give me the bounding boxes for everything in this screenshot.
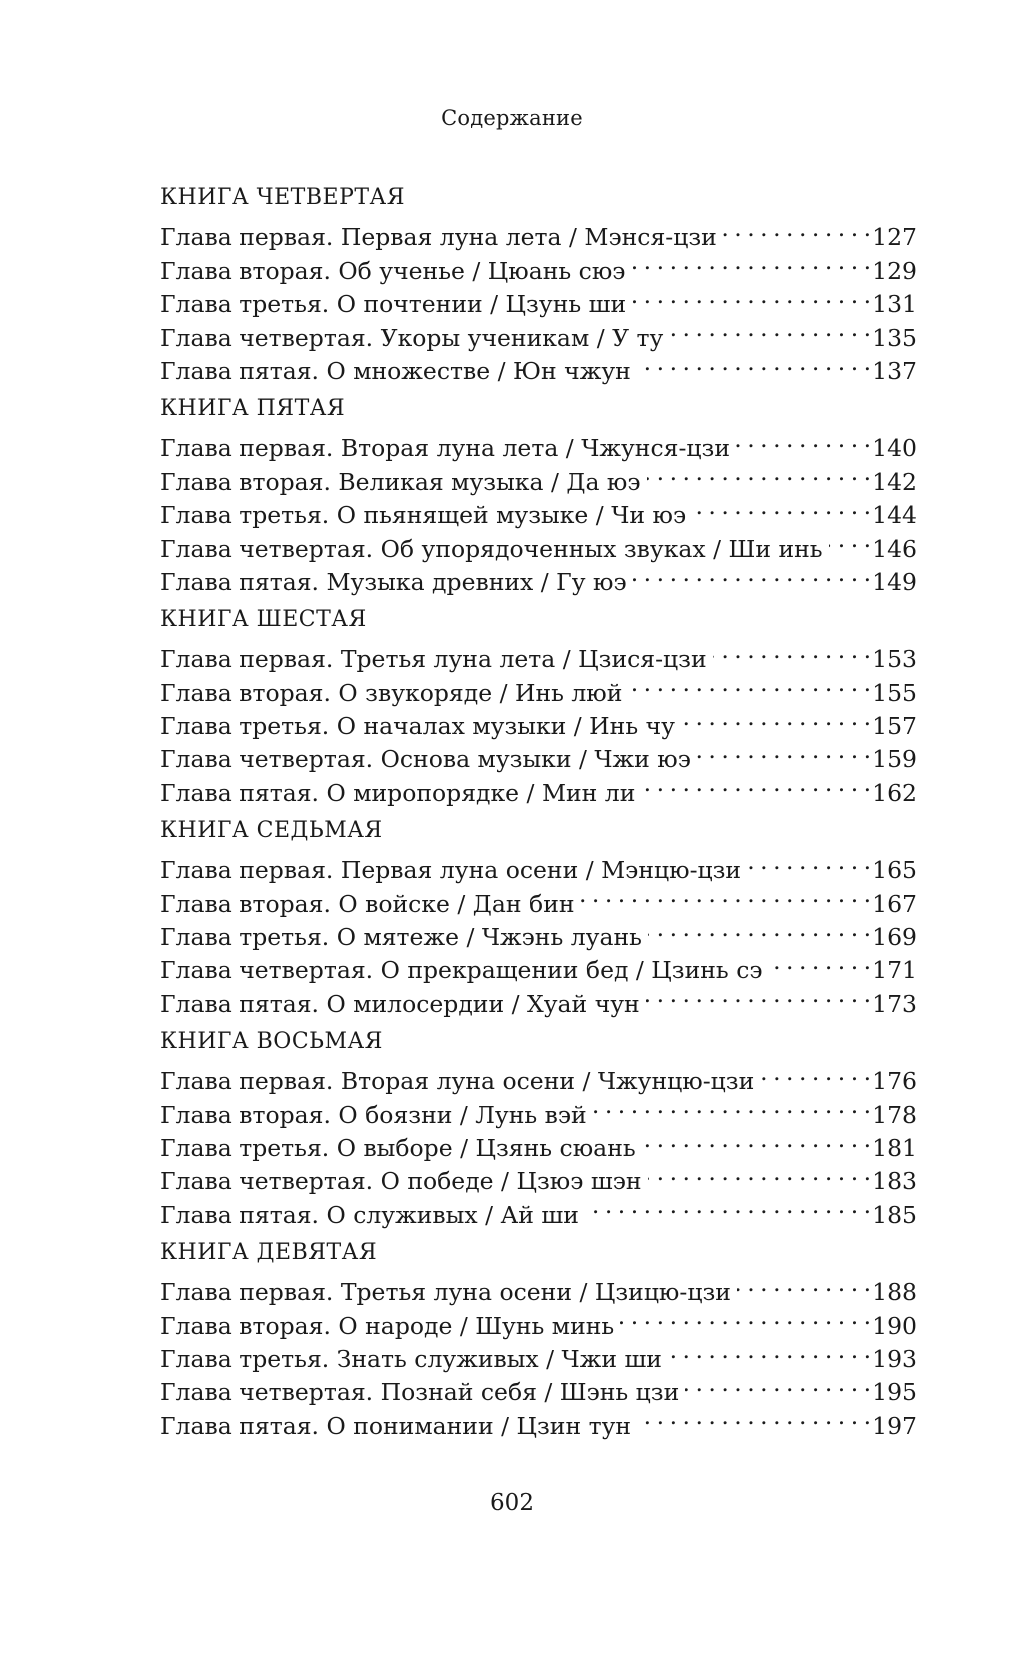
chapter-title: Глава третья. О выборе / Цзянь сюань [160,1133,636,1162]
chapter-page-number: 190 [872,1311,917,1340]
chapter-title: Глава третья. Знать служивых / Чжи ши [160,1344,662,1373]
chapter-page-number: 195 [872,1378,917,1407]
chapter-page-number: 188 [872,1278,917,1307]
chapter-title: Глава пятая. Музыка древних / Гу юэ [160,567,627,596]
dot-leader [736,423,870,456]
chapter-page-number: 146 [872,534,917,563]
chapter-page-number: 185 [872,1200,917,1229]
chapter-page-number: 153 [872,645,917,674]
chapter-title: Глава первая. Вторая луна осени / Чжунцю-цзи [160,1067,755,1096]
chapter-page-number: 142 [872,467,917,496]
chapter-page-number: 173 [872,989,917,1018]
dot-leader [723,212,870,245]
chapter-page-number: 171 [872,956,917,985]
chapter-title: Глава вторая. О звукоряде / Инь люй [160,678,623,707]
toc-entry [160,423,917,463]
dot-leader [668,1334,870,1367]
chapter-title: Глава вторая. О войске / Дан бин [160,889,575,918]
book-title: КНИГА ШЕСТАЯ [160,606,367,632]
chapter-title: Глава третья. О началах музыки / Инь чу [160,712,675,741]
dot-leader [632,279,870,312]
chapter-title: Глава пятая. О служивых / Ай ши [160,1200,579,1229]
chapter-title: Глава третья. О пьянящей музыке / Чи юэ [160,501,687,530]
chapter-title: Глава вторая. О народе / Шунь минь [160,1311,615,1340]
dot-leader [637,346,870,379]
dot-leader [593,1089,870,1122]
chapter-page-number: 176 [872,1067,917,1096]
toc-entry [160,1267,917,1307]
dot-leader [628,667,870,700]
chapter-title: Глава вторая. О боязни / Лунь вэй [160,1100,587,1129]
toc-book-section [160,395,917,596]
dot-leader [829,523,871,556]
chapter-page-number: 140 [872,434,917,463]
dot-leader [647,456,871,489]
toc-entry [160,1056,917,1096]
chapter-page-number: 129 [872,256,917,285]
chapter-page-number: 178 [872,1100,917,1129]
running-head: Содержание [441,106,583,130]
chapter-title: Глава вторая. Великая музыка / Да юэ [160,467,641,496]
dot-leader [642,1123,870,1156]
dot-leader [769,945,871,978]
dot-leader [681,701,870,734]
dot-leader [685,1367,870,1400]
chapter-title: Глава четвертая. Познай себя / Шэнь цзи [160,1378,680,1407]
dot-leader [760,1056,870,1089]
chapter-page-number: 167 [872,889,917,918]
book-title: КНИГА ЧЕТВЕРТАЯ [160,185,405,210]
chapter-page-number: 159 [872,745,917,774]
chapter-title: Глава четвертая. О прекращении бед / Цзинь сэ [160,956,763,985]
dot-leader [692,490,870,523]
chapter-page-number: 181 [872,1133,917,1162]
dot-leader [737,1267,870,1300]
toc-entry [160,212,917,252]
chapter-title: Глава третья. О мятеже / Чжэнь луань [160,923,642,952]
chapter-page-number: 131 [872,290,917,319]
chapter-page-number: 157 [872,712,917,741]
chapter-title: Глава вторая. Об ученье / Цюань сюэ [160,256,626,285]
chapter-title: Глава четвертая. О победе / Цзюэ шэн [160,1167,642,1196]
book-title: КНИГА ПЯТАЯ [160,395,346,421]
dot-leader [641,767,870,800]
dot-leader [631,245,870,278]
chapter-title: Глава третья. О почтении / Цзунь ши [160,290,627,319]
toc-book-section [160,817,917,1018]
chapter-page-number: 169 [872,923,917,952]
book-title: КНИГА ДЕВЯТАЯ [160,1239,378,1265]
chapter-page-number: 155 [872,678,917,707]
chapter-page-number: 197 [872,1411,917,1440]
dot-leader [747,845,870,878]
chapter-title: Глава первая. Третья луна лета / Цзися-цзи [160,645,707,674]
chapter-page-number: 162 [872,778,917,807]
toc-book-section [160,1028,917,1229]
dot-leader [646,978,870,1011]
page-number: 602 [490,1490,534,1516]
chapter-title: Глава первая. Вторая луна лета / Чжунся-цзи [160,434,730,463]
chapter-title: Глава четвертая. Укоры ученикам / У ту [160,323,664,352]
chapter-title: Глава пятая. О милосердии / Хуай чун [160,989,640,1018]
dot-leader [648,1156,871,1189]
toc-entry [160,845,917,885]
dot-leader [585,1189,870,1222]
chapter-title: Глава пятая. О миропорядке / Мин ли [160,778,636,807]
chapter-page-number: 137 [872,356,917,385]
book-title: КНИГА ВОСЬМАЯ [160,1028,383,1054]
chapter-title: Глава первая. Первая луна осени / Мэнцю-цзи [160,856,742,885]
dot-leader [633,557,871,590]
chapter-page-number: 149 [872,567,917,596]
chapter-page-number: 165 [872,856,917,885]
chapter-title: Глава первая. Первая луна лета / Мэнся-цзи [160,223,717,252]
table-of-contents [160,184,917,1450]
chapter-page-number: 127 [872,223,917,252]
chapter-title: Глава пятая. О множестве / Юн чжун [160,356,631,385]
toc-book-section [160,606,917,807]
dot-leader [581,878,871,911]
book-title: КНИГА СЕДЬМАЯ [160,817,383,843]
dot-leader [620,1300,870,1333]
dot-leader [697,734,870,767]
dot-leader [637,1400,870,1433]
chapter-title: Глава четвертая. Об упорядоченных звуках / Ши инь [160,534,823,563]
toc-book-section [160,1239,917,1440]
dot-leader [713,634,871,667]
toc-entry [160,634,917,674]
chapter-page-number: 144 [872,501,917,530]
chapter-title: Глава четвертая. Основа музыки / Чжи юэ [160,745,691,774]
chapter-title: Глава первая. Третья луна осени / Цзицю-цзи [160,1278,731,1307]
toc-book-section [160,184,917,385]
chapter-page-number: 183 [872,1167,917,1196]
dot-leader [648,912,870,945]
chapter-page-number: 135 [872,323,917,352]
dot-leader [669,312,870,345]
chapter-title: Глава пятая. О понимании / Цзин тун [160,1411,632,1440]
chapter-page-number: 193 [872,1344,917,1373]
